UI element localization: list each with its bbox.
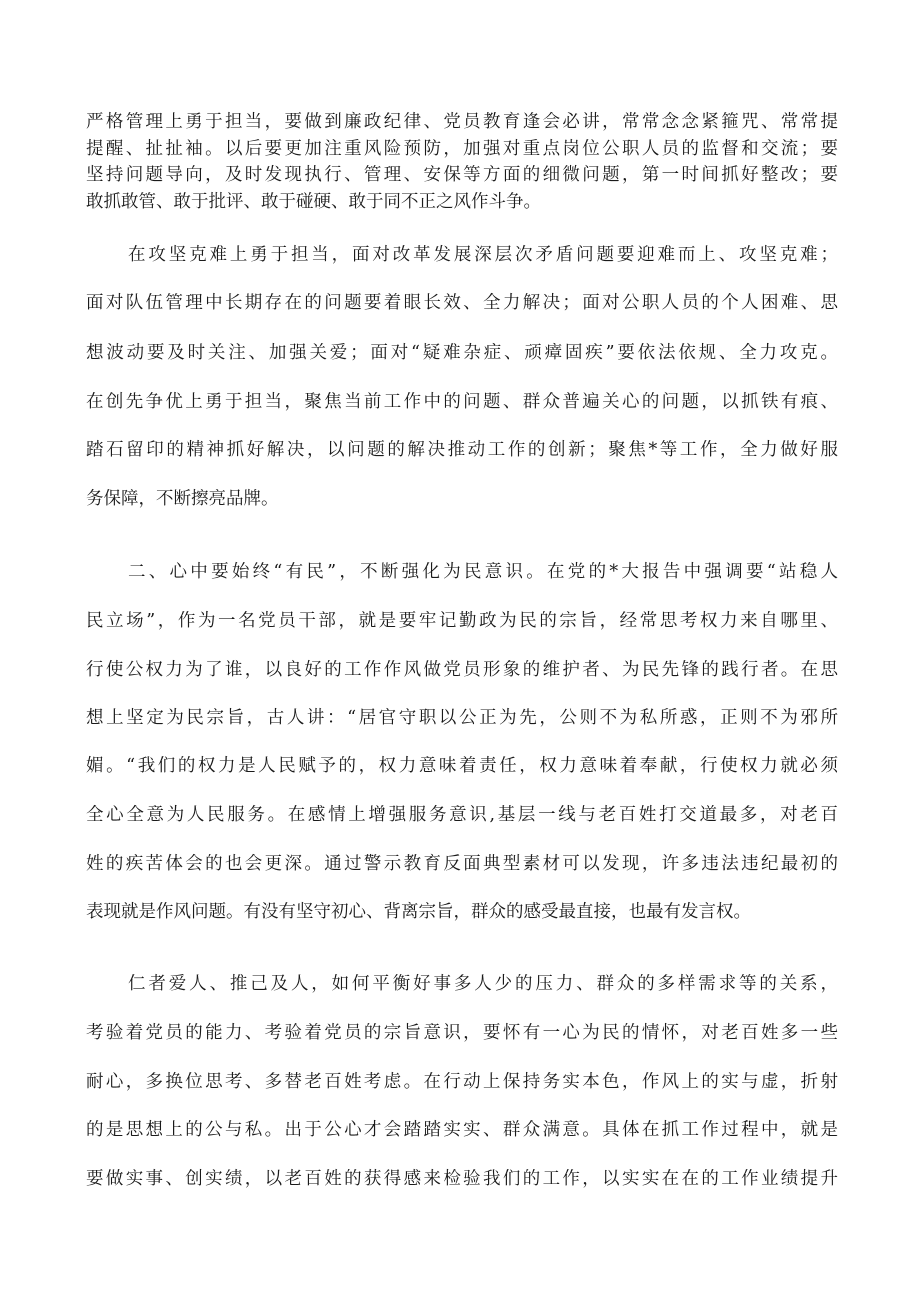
paragraph-4-line-4: 的是思想上的公与私。出于公心才会踏踏实实、群众满意。具体在抓工作过程中，就是 xyxy=(86,1120,838,1140)
paragraph-2-line-6: 务保障，不断擦亮品牌。 xyxy=(86,489,279,509)
paragraph-3-line-2: 民立场”，作为一名党员干部，就是要牢记勤政为民的宗旨，经常思考权力来自哪里、 xyxy=(86,611,838,631)
paragraph-2-line-3: 想波动要及时关注、加强关爱；面对“疑难杂症、顽瘴固疾”要依法依规、全力攻克。 xyxy=(86,343,838,363)
paragraph-3-line-8: 表现就是作风问题。有没有坚守初心、背离宗旨，群众的感受最直接，也最有发言权。 xyxy=(86,902,751,922)
paragraph-1-line-3: 坚持问题导向，及时发现执行、管理、安保等方面的细微问题，第一时间抓好整改；要 xyxy=(86,165,838,185)
paragraph-3-line-5: 媚。“我们的权力是人民赋予的，权力意味着责任，权力意味着奉献，行使权力就必须 xyxy=(86,756,838,776)
paragraph-4-line-5: 要做实事、创实绩，以老百姓的获得感来检验我们的工作，以实实在在的工作业绩提升 xyxy=(86,1169,838,1189)
paragraph-1-line-1: 严格管理上勇于担当，要做到廉政纪律、党员教育逢会必讲，常常念念紧箍咒、常常提 xyxy=(86,112,838,132)
paragraph-3-line-6: 全心全意为人民服务。在感情上增强服务意识,基层一线与老百姓打交道最多，对老百 xyxy=(86,805,838,825)
paragraph-3-line-1: 二、心中要始终“有民”，不断强化为民意识。在党的*大报告中强调要“站稳人 xyxy=(128,562,838,582)
paragraph-2-line-2: 面对队伍管理中长期存在的问题要着眼长效、全力解决；面对公职人员的个人困难、思 xyxy=(86,293,838,313)
paragraph-4-line-2: 考验着党员的能力、考验着党员的宗旨意识，要怀有一心为民的情怀，对老百姓多一些 xyxy=(86,1023,838,1043)
paragraph-3-line-7: 姓的疾苦体会的也会更深。通过警示教育反面典型素材可以发现，许多违法违纪最初的 xyxy=(86,854,838,874)
paragraph-2-line-5: 踏石留印的精神抓好解决，以问题的解决推动工作的创新；聚焦*等工作，全力做好服 xyxy=(86,440,838,460)
paragraph-3-line-4: 想上坚定为民宗旨，古人讲：“居官守职以公正为先，公则不为私所惑，正则不为邪所 xyxy=(86,708,838,728)
paragraph-4-line-1: 仁者爱人、推己及人，如何平衡好事多人少的压力、群众的多样需求等的关系， xyxy=(128,974,838,994)
paragraph-2-line-1: 在攻坚克难上勇于担当，面对改革发展深层次矛盾问题要迎难而上、攻坚克难； xyxy=(128,245,838,265)
paragraph-2-line-4: 在创先争优上勇于担当，聚焦当前工作中的问题、群众普遍关心的问题，以抓铁有痕、 xyxy=(86,392,838,412)
paragraph-1-line-4: 敢抓敢管、敢于批评、敢于碰硬、敢于同不正之风作斗争。 xyxy=(86,192,541,212)
paragraph-3-line-3: 行使公权力为了谁，以良好的工作作风做党员形象的维护者、为民先锋的践行者。在思 xyxy=(86,660,838,680)
paragraph-4-line-3: 耐心，多换位思考、多替老百姓考虑。在行动上保持务实本色，作风上的实与虚，折射 xyxy=(86,1072,838,1092)
paragraph-1-line-2: 提醒、扯扯袖。以后要更加注重风险预防，加强对重点岗位公职人员的监督和交流；要 xyxy=(86,139,838,159)
